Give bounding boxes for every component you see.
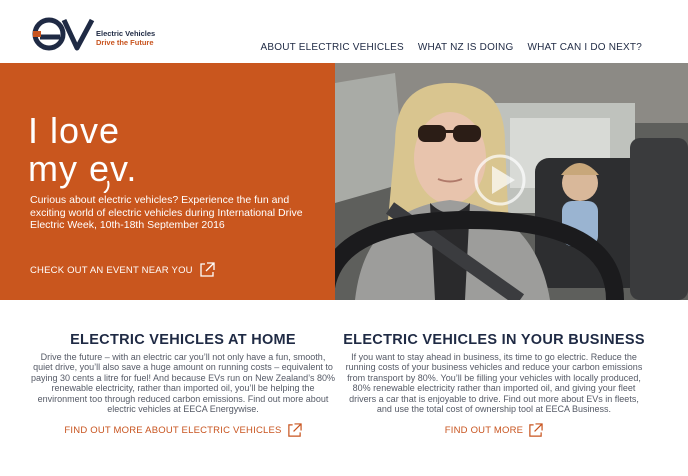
external-link-icon (199, 262, 215, 278)
section-title-in-business: ELECTRIC VEHICLES IN YOUR BUSINESS (343, 332, 645, 348)
ev-logo-icon (30, 14, 98, 54)
logo-line-1: Electric Vehicles (96, 29, 156, 38)
site-header (0, 0, 688, 63)
tagline-line-1: I love (28, 113, 121, 151)
nav-what-nz-is-doing[interactable]: WHAT NZ IS DOING (417, 42, 514, 53)
find-out-more-ev-link[interactable] (64, 423, 301, 438)
hero-video[interactable] (335, 63, 688, 300)
hero-text-panel (0, 63, 335, 300)
external-link-icon (287, 423, 302, 438)
section-cta-label-at-home: FIND OUT MORE ABOUT ELECTRIC VEHICLES (64, 425, 282, 437)
hero-banner (0, 63, 688, 300)
site-logo[interactable] (30, 14, 180, 54)
tagline-line-2: my ev. (28, 148, 138, 189)
logo-text (96, 29, 155, 47)
check-out-event-link[interactable] (30, 262, 215, 278)
find-out-more-business-link[interactable] (445, 423, 543, 438)
section-in-business (341, 332, 647, 438)
nav-what-can-i-do-next[interactable]: WHAT CAN I DO NEXT? (527, 42, 642, 53)
video-still-illustration (335, 63, 688, 300)
hero-cta-label: CHECK OUT AN EVENT NEAR YOU (30, 264, 193, 276)
hero-body-text: Curious about electric vehicles? Experience the fun and exciting world of electric vehicles during International Drive Electric Week, 10th-18th September 2016 (30, 194, 303, 231)
section-body-at-home: Drive the future – with an electric car you’ll not only have a fun, smooth, quiet drive, you’ll also save a huge amount on running costs – equivalent to paying 30 cents a litre for fuel! And because EVs run on New Zealand’s 80% renewable electricity, rather than imported oil, you’ll be helping the environment too through reduced carbon emissions. Find out more about electric vehicles at EECA Energywise. (30, 352, 336, 415)
section-cta-label-in-business: FIND OUT MORE (444, 425, 524, 437)
hero-tagline (28, 113, 168, 193)
nav-about-electric-vehicles[interactable]: ABOUT ELECTRIC VEHICLES (260, 42, 404, 53)
external-link-icon (528, 423, 543, 438)
section-at-home (30, 332, 336, 438)
main-nav (260, 42, 642, 53)
section-body-in-business: If you want to stay ahead in business, its time to go electric. Reduce the running costs of your business vehicles and reduce your carbon emissions from transport by 80%. You’ll be filling your vehicles with locally produced, 80% renewable electricity rather than imported oil, and giving your fleet drivers a car that is enjoyable to drive. Find out more about EVs in fleets, and use the total cost of ownership tool at EECA Business. (345, 352, 643, 415)
logo-line-2: Drive the Future (96, 38, 154, 47)
section-title-at-home: ELECTRIC VEHICLES AT HOME (70, 332, 296, 348)
